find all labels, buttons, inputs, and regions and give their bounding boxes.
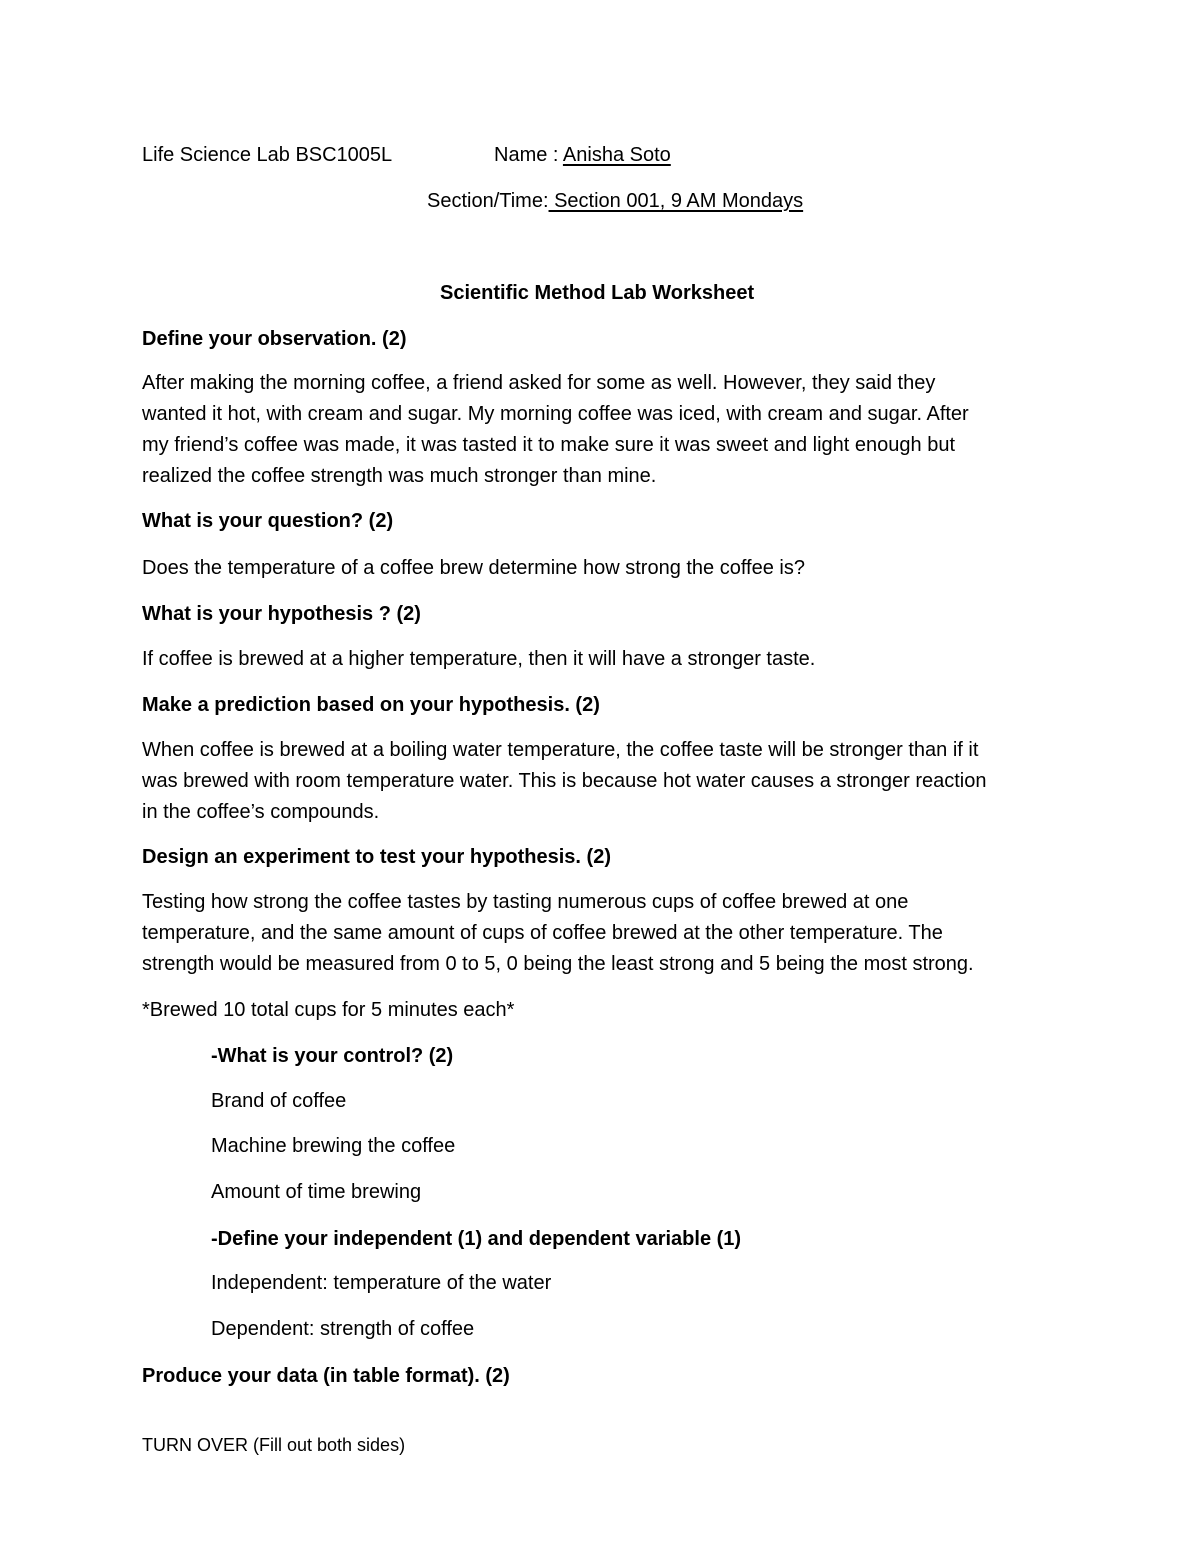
question-answer: Does the temperature of a coffee brew determine how strong the coffee is? [142,557,805,579]
observation-line: wanted it hot, with cream and sugar. My morning coffee was iced, with cream and sugar. After [142,403,969,425]
experiment-line: strength would be measured from 0 to 5, 0 being the least strong and 5 being the most strong. [142,953,974,975]
control-item: Brand of coffee [211,1090,347,1112]
hypothesis-heading: What is your hypothesis ? (2) [142,603,421,625]
prediction-line: When coffee is brewed at a boiling water temperature, the coffee taste will be stronger than if it [142,739,979,761]
hypothesis-answer: If coffee is brewed at a higher temperature, then it will have a stronger taste. [142,648,816,670]
section-time-line [427,186,803,217]
variables-heading: -Define your independent (1) and dependent variable (1) [211,1228,742,1250]
experiment-line: temperature, and the same amount of cups of coffee brewed at the other temperature. The [142,922,943,944]
name-label: Name : [494,144,563,166]
worksheet-title: Scientific Method Lab Worksheet [440,282,755,304]
observation-line: realized the coffee strength was much stronger than mine. [142,465,657,487]
student-name-line [494,140,671,171]
observation-line: After making the morning coffee, a friend asked for some as well. However, they said they [142,372,936,394]
experiment-answer [142,887,1072,980]
control-heading: -What is your control? (2) [211,1045,454,1067]
experiment-heading: Design an experiment to test your hypothesis. (2) [142,846,611,868]
observation-heading: Define your observation. (2) [142,328,407,350]
footer-note: TURN OVER (Fill out both sides) [142,1435,406,1455]
prediction-line: was brewed with room temperature water. This is because hot water causes a stronger reaction [142,770,987,792]
control-item: Machine brewing the coffee [211,1135,456,1157]
student-name: Anisha Soto [562,144,671,166]
dependent-variable: Dependent: strength of coffee [211,1318,475,1340]
question-heading: What is your question? (2) [142,510,394,532]
control-item: Amount of time brewing [211,1181,422,1203]
section-label: Section/Time: [427,190,549,212]
prediction-answer [142,735,1072,828]
observation-line: my friend’s coffee was made, it was tasted it to make sure it was sweet and light enough but [142,434,956,456]
independent-variable: Independent: temperature of the water [211,1272,552,1294]
prediction-heading: Make a prediction based on your hypothesis. (2) [142,694,600,716]
data-heading: Produce your data (in table format). (2) [142,1365,510,1387]
section-value: Section 001, 9 AM Mondays [548,190,804,212]
prediction-line: in the coffee’s compounds. [142,801,380,823]
experiment-line: Testing how strong the coffee tastes by tasting numerous cups of coffee brewed at one [142,891,909,913]
experiment-note: *Brewed 10 total cups for 5 minutes each* [142,999,515,1021]
course-title: Life Science Lab BSC1005L [142,144,393,166]
observation-answer [142,368,1072,492]
